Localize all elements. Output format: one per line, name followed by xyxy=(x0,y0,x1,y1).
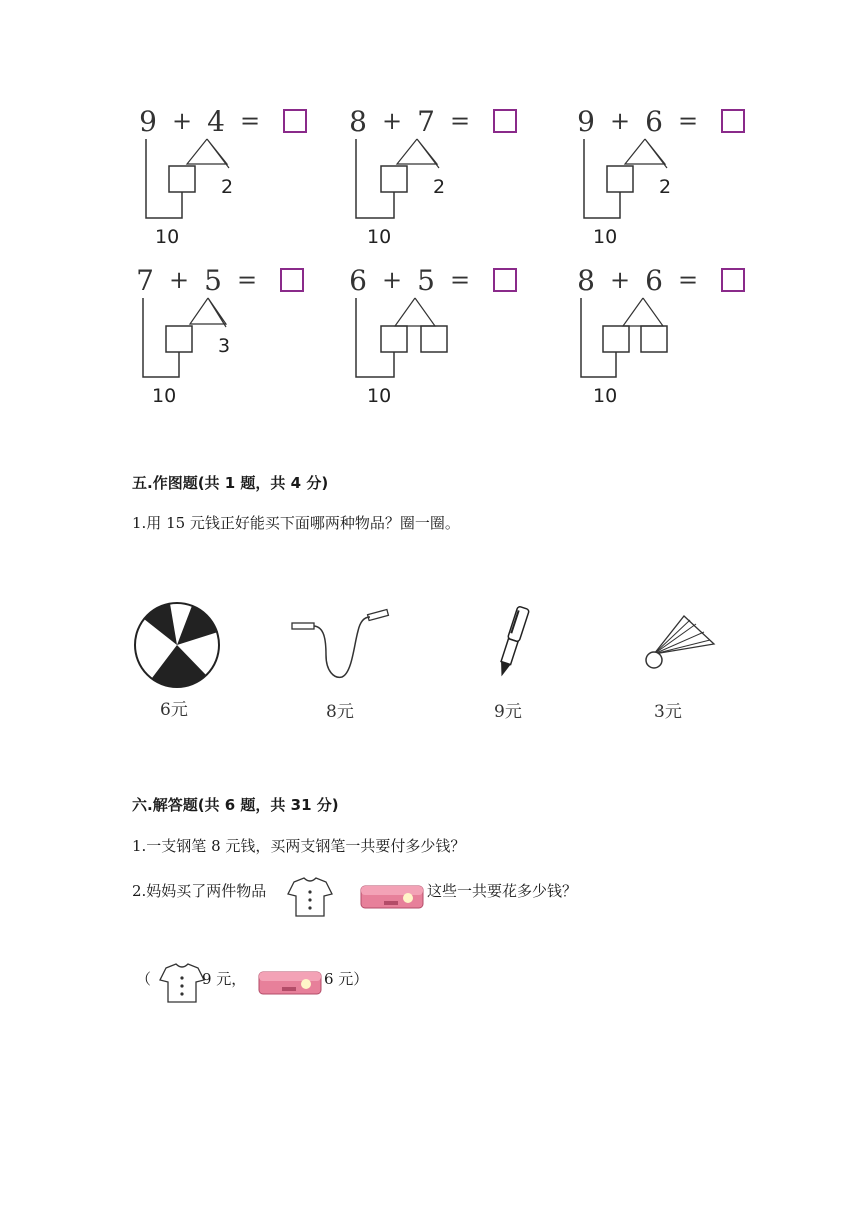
pencil-case-icon xyxy=(258,968,322,1000)
problem-6 xyxy=(573,263,773,408)
jump-rope-icon xyxy=(290,605,390,685)
ten-label: 10 xyxy=(155,226,180,248)
plus-sign: + xyxy=(609,266,631,294)
section-5-question-1: 1.用 15 元钱正好能买下面哪两种物品？圈一圈。 xyxy=(132,514,460,532)
problem-3 xyxy=(573,104,773,249)
addend-a: 6 xyxy=(349,263,367,297)
item-jump-rope[interactable] xyxy=(290,605,390,685)
shuttlecock-icon xyxy=(640,610,720,680)
problem-1 xyxy=(135,104,335,249)
section-6-question-1: 1.一支钢笔 8 元钱，买两支钢笔一共要付多少钱？ xyxy=(132,837,466,855)
given-part: 2 xyxy=(659,176,672,198)
addend-a: 8 xyxy=(349,104,367,138)
split-box-2 xyxy=(641,326,667,352)
addend-a: 8 xyxy=(577,263,595,297)
equals-sign: = xyxy=(239,107,261,135)
beach-ball-icon xyxy=(132,602,224,688)
ten-label: 10 xyxy=(593,226,618,248)
addend-b: 5 xyxy=(417,263,435,297)
addend-b: 6 xyxy=(645,104,663,138)
split-box-2 xyxy=(421,326,447,352)
addend-a: 9 xyxy=(139,104,157,138)
ten-label: 10 xyxy=(367,385,392,407)
fountain-pen-icon xyxy=(492,604,532,684)
problem-5 xyxy=(345,263,545,408)
pencil-case-icon xyxy=(360,882,424,914)
given-part: 2 xyxy=(221,176,234,198)
equals-sign: = xyxy=(449,107,471,135)
split-box-1 xyxy=(603,326,629,352)
addend-b: 7 xyxy=(417,104,435,138)
equals-sign: = xyxy=(449,266,471,294)
addend-a: 9 xyxy=(577,104,595,138)
shirt-icon xyxy=(158,962,206,1010)
addend-b: 6 xyxy=(645,263,663,297)
ten-label: 10 xyxy=(152,385,177,407)
addend-a: 7 xyxy=(136,263,154,297)
split-box xyxy=(607,166,633,192)
problem-2 xyxy=(345,104,545,249)
price-jump-rope: 8元 xyxy=(326,702,354,722)
problem-4 xyxy=(132,263,332,408)
equals-sign: = xyxy=(677,107,699,135)
split-box-1 xyxy=(381,326,407,352)
plus-sign: + xyxy=(171,107,193,135)
plus-sign: + xyxy=(168,266,190,294)
paren-open: （ xyxy=(136,970,152,988)
price-beach-ball: 6元 xyxy=(160,700,188,720)
ten-label: 10 xyxy=(367,226,392,248)
section-6-question-2-start: 2.妈妈买了两件物品 xyxy=(132,882,267,900)
given-part: 3 xyxy=(218,335,231,357)
price-fountain-pen: 9元 xyxy=(494,702,522,722)
split-box xyxy=(166,326,192,352)
price-shuttlecock: 3元 xyxy=(654,702,682,722)
case-price: 6 元） xyxy=(324,970,369,988)
shirt-icon xyxy=(286,876,334,924)
addend-b: 5 xyxy=(204,263,222,297)
plus-sign: + xyxy=(609,107,631,135)
section-6-question-2-end: 这些一共要花多少钱？ xyxy=(427,882,578,900)
equals-sign: = xyxy=(236,266,258,294)
plus-sign: + xyxy=(381,107,403,135)
shirt-price: 9 元， xyxy=(202,970,247,988)
given-part: 2 xyxy=(433,176,446,198)
section-6-heading: 六.解答题(共 6 题，共 31 分) xyxy=(132,796,339,814)
split-box xyxy=(169,166,195,192)
equals-sign: = xyxy=(677,266,699,294)
split-box xyxy=(381,166,407,192)
ten-label: 10 xyxy=(593,385,618,407)
item-fountain-pen[interactable] xyxy=(492,604,532,684)
plus-sign: + xyxy=(381,266,403,294)
item-shuttlecock[interactable] xyxy=(640,610,720,680)
section-5-heading: 五.作图题(共 1 题，共 4 分) xyxy=(132,474,329,492)
addend-b: 4 xyxy=(207,104,225,138)
